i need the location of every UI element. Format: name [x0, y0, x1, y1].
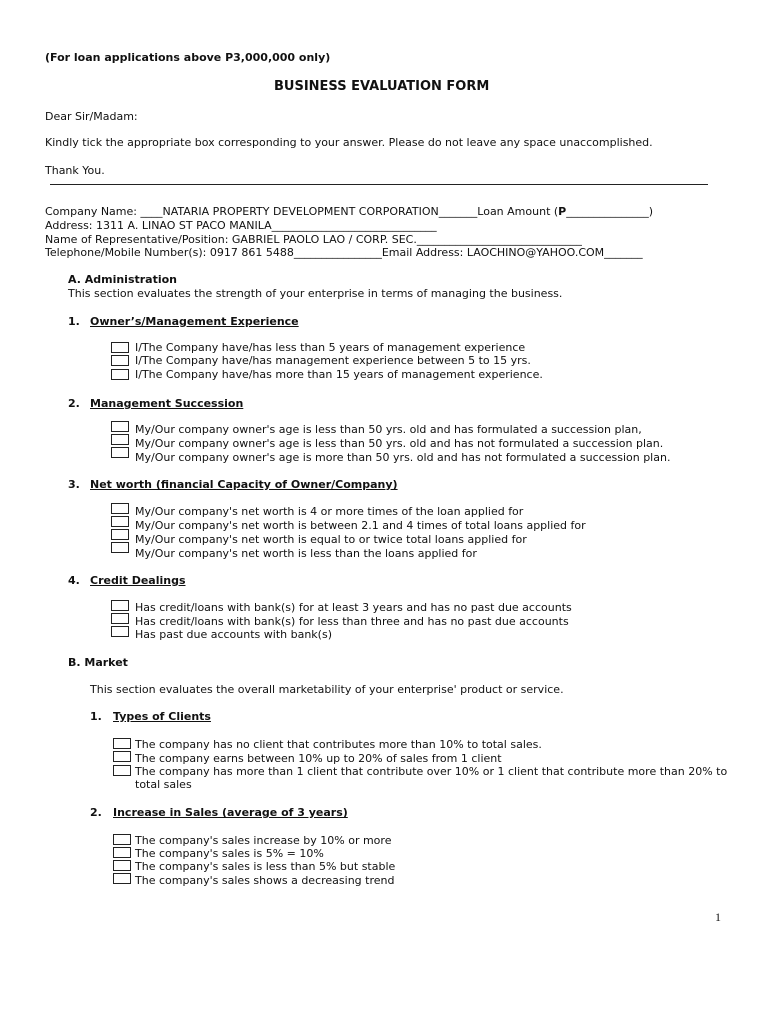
question-b1-number: 1.: [90, 710, 102, 723]
option-b2-opt4: The company's sales shows a decreasing trend: [135, 874, 395, 887]
option-a2-opt3: My/Our company owner's age is more than 50 yrs. old and has not formulated a succession plan.: [135, 451, 671, 464]
option-a4-opt1: Has credit/loans with bank(s) for at least 3 years and has no past due accounts: [135, 601, 572, 614]
question-b1-title: Types of Clients: [113, 710, 211, 723]
option-a3-opt1: My/Our company's net worth is 4 or more times of the loan applied for: [135, 505, 524, 518]
contact-line: Telephone/Mobile Number(s): 0917 861 5488________________Email Address: LAOCHINO@YAHOO.COM_______: [45, 246, 643, 259]
checkbox-a1-opt3[interactable]: [111, 369, 129, 380]
checkbox-b1-opt1[interactable]: [113, 738, 131, 749]
option-a1-opt1: I/The Company have/has less than 5 years of management experience: [135, 341, 526, 354]
option-a1-opt3: I/The Company have/has more than 15 years of management experience.: [135, 368, 543, 381]
option-a3-opt4: My/Our company's net worth is less than the loans applied for: [135, 547, 477, 560]
company-name-text: Company Name: ____NATARIA PROPERTY DEVELOPMENT CORPORATION_______Loan Amount (: [45, 205, 559, 218]
loan-currency: P: [558, 205, 567, 218]
section-a-heading: A. Administration: [68, 273, 178, 286]
checkbox-b2-opt2[interactable]: [113, 847, 131, 858]
question-a1-title: Owner’s/Management Experience: [90, 315, 299, 328]
question-a4-title: Credit Dealings: [90, 574, 186, 587]
option-a3-opt2: My/Our company's net worth is between 2.1 and 4 times of total loans applied for: [135, 519, 586, 532]
checkbox-b2-opt3[interactable]: [113, 860, 131, 871]
company-name-line: [45, 205, 653, 218]
instruction-text: Kindly tick the appropriate box corresponding to your answer. Please do not leave any space unaccomplished.: [45, 136, 653, 149]
option-a2-opt2: My/Our company owner's age is less than 50 yrs. old and has not formulated a succession plan.: [135, 437, 664, 450]
question-a3-title: Net worth (financial Capacity of Owner/Company): [90, 478, 398, 491]
question-a2-number: 2.: [68, 397, 80, 410]
option-a3-opt3: My/Our company's net worth is equal to or twice total loans applied for: [135, 533, 527, 546]
checkbox-a4-opt3[interactable]: [111, 626, 129, 637]
question-a4-number: 4.: [68, 574, 80, 587]
address-line: Address: 1311 A. LINAO ST PACO MANILA______________________________: [45, 219, 437, 232]
checkbox-a4-opt2[interactable]: [111, 613, 129, 624]
salutation: Dear Sir/Madam:: [45, 110, 138, 123]
checkbox-a3-opt1[interactable]: [111, 503, 129, 514]
divider-line: [50, 184, 708, 185]
checkbox-b1-opt2[interactable]: [113, 751, 131, 762]
checkbox-b2-opt4[interactable]: [113, 873, 131, 884]
option-b1-opt1: The company has no client that contributes more than 10% to total sales.: [135, 738, 542, 751]
option-b1-opt2: The company earns between 10% up to 20% of sales from 1 client: [135, 752, 502, 765]
checkbox-b2-opt1[interactable]: [113, 834, 131, 845]
option-a1-opt2: I/The Company have/has management experience between 5 to 15 yrs.: [135, 354, 531, 367]
option-a4-opt3: Has past due accounts with bank(s): [135, 628, 332, 641]
option-b2-opt3: The company's sales is less than 5% but stable: [135, 860, 396, 873]
checkbox-a1-opt2[interactable]: [111, 355, 129, 366]
loan-amount-blank: _______________): [566, 205, 654, 218]
section-b-heading: B. Market: [68, 656, 128, 669]
checkbox-a2-opt2[interactable]: [111, 434, 129, 445]
section-a-description: This section evaluates the strength of your enterprise in terms of managing the business.: [68, 287, 563, 300]
checkbox-b1-opt3[interactable]: [113, 765, 131, 776]
section-b-description: This section evaluates the overall marketability of your enterprise' product or service.: [90, 683, 564, 696]
question-a1-number: 1.: [68, 315, 80, 328]
representative-line: Name of Representative/Position: GABRIEL PAOLO LAO / CORP. SEC.______________________________: [45, 233, 582, 246]
checkbox-a4-opt1[interactable]: [111, 600, 129, 611]
checkbox-a3-opt3[interactable]: [111, 529, 129, 540]
question-a2-title: Management Succession: [90, 397, 244, 410]
checkbox-a1-opt1[interactable]: [111, 342, 129, 353]
question-b2-number: 2.: [90, 806, 102, 819]
question-a3-number: 3.: [68, 478, 80, 491]
form-title: BUSINESS EVALUATION FORM: [274, 79, 490, 94]
option-b1-opt3: The company has more than 1 client that contribute over 10% or 1 client that contribute more than 20% to total sales: [135, 765, 728, 791]
checkbox-a3-opt4[interactable]: [111, 542, 129, 553]
option-a4-opt2: Has credit/loans with bank(s) for less than three and has no past due accounts: [135, 615, 569, 628]
option-b2-opt1: The company's sales increase by 10% or more: [135, 834, 392, 847]
page-number: 1: [715, 910, 721, 924]
checkbox-a3-opt2[interactable]: [111, 516, 129, 527]
option-b2-opt2: The company's sales is 5% = 10%: [135, 847, 324, 860]
checkbox-a2-opt3[interactable]: [111, 447, 129, 458]
question-b2-title: Increase in Sales (average of 3 years): [113, 806, 348, 819]
option-a2-opt1: My/Our company owner's age is less than 50 yrs. old and has formulated a succession plan,: [135, 423, 642, 436]
thanks-text: Thank You.: [45, 164, 105, 177]
checkbox-a2-opt1[interactable]: [111, 421, 129, 432]
applicability-note: (For loan applications above P3,000,000 only): [45, 51, 331, 64]
